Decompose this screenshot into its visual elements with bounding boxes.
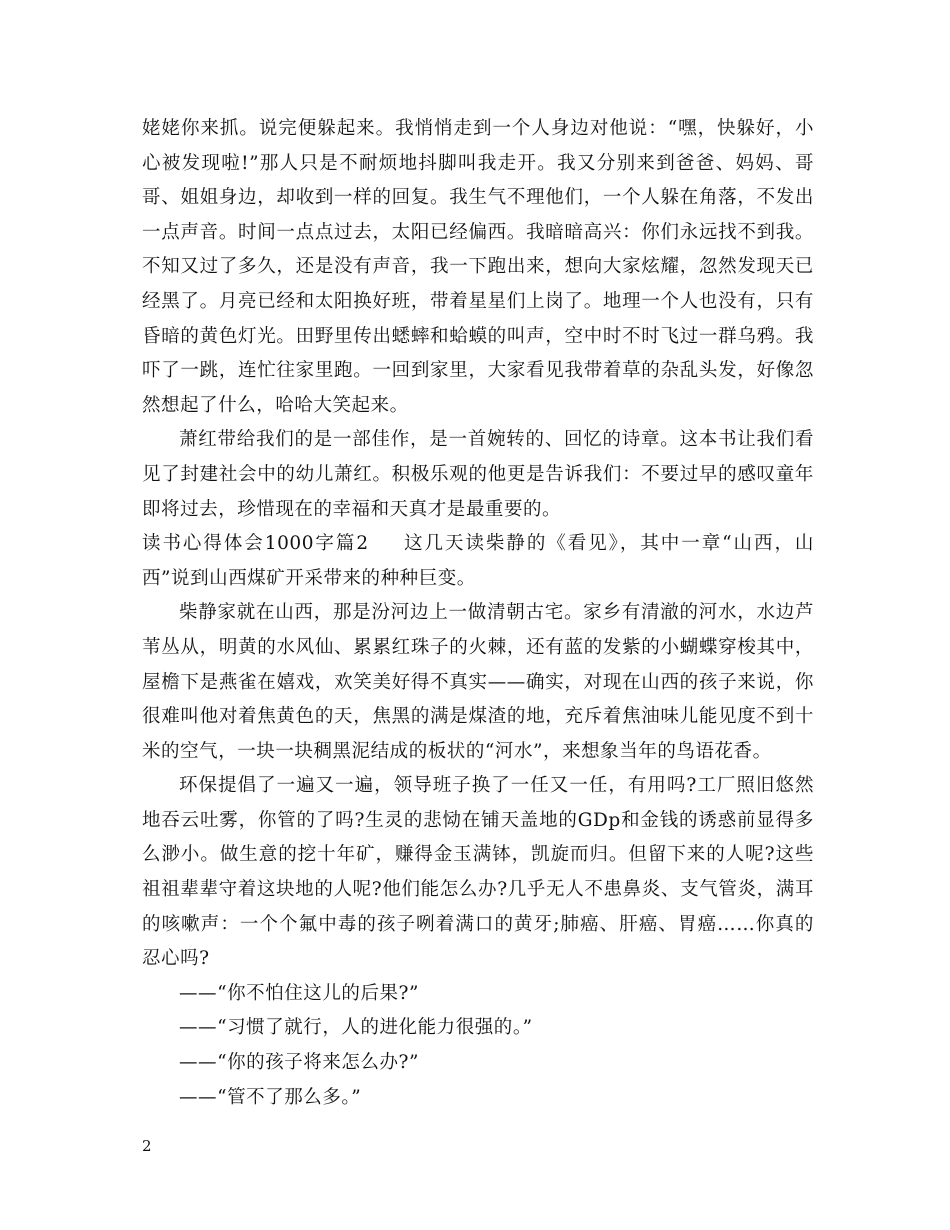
dialogue-line: ——“管不了那么多。” xyxy=(179,1086,362,1108)
paragraph-book-reflection: 萧红带给我们的是一部佳作，是一首婉转的、回忆的诗章。这本书让我们看见了封建社会中的幼儿萧红。积极乐观的他更是告诉我们：不要过早的感叹童年即将过去，珍惜现在的幸福和天真才是最重要的。 xyxy=(142,429,814,520)
section-heading-line xyxy=(142,527,814,596)
paragraph-hometown: 柴静家就在山西，那是汾河边上一做清朝古宅。家乡有清澈的河水，水边芦苇丛从，明黄的水风仙、累累红珠子的火棘，还有蓝的发紫的小蝴蝶穿梭其中，屋檐下是燕雀在嬉戏，欢笑美好得不真实——确实，对现在山西的孩子来说，你很难叫他对着焦黄色的天，焦黑的满是煤渣的地，充斥着焦油味儿能见度不到十米的空气，一块一块稠黑泥结成的板状的“河水”，来想象当年的鸟语花香。 xyxy=(142,602,814,762)
paragraph-childhood-story: 姥姥你来抓。说完便躲起来。我悄悄走到一个人身边对他说：“嘿，快躲好，小心被发现啦!”那人只是不耐烦地抖脚叫我走开。我又分别来到爸爸、妈妈、哥哥、姐姐身边，却收到一样的回复。我生气不理他们，一个人躲在角落，不发出一点声音。时间一点点过去，太阳已经偏西。我暗暗高兴：你们永远找不到我。不知又过了多久，还是没有声音，我一下跑出来，想向大家炫耀，忽然发现天已经黑了。月亮已经和太阳换好班，带着星星们上岗了。地理一个人也没有，只有昏暗的黄色灯光。田野里传出蟋蟀和蛤蟆的叫声，空中时不时飞过一群乌鸦。我吓了一跳，连忙往家里跑。一回到家里，大家看见我带着草的杂乱头发，好像忽然想起了什么，哈哈大笑起来。 xyxy=(142,118,814,416)
page-number: 2 xyxy=(142,1137,152,1155)
dialogue-line: ——“你的孩子将来怎么办?” xyxy=(179,1052,420,1074)
paragraph-environment: 环保提倡了一遍又一遍，领导班子换了一任又一任，有用吗?工厂照旧悠然地吞云吐雾，你管的了吗?生灵的悲恸在铺天盖地的GDp和金钱的诱惑前显得多么渺小。做生意的挖十年矿，赚得金玉满钵，凯旋而归。但留下来的人呢?这些祖祖辈辈守着这块地的人呢?他们能怎么办?几乎无人不患鼻炎、支气管炎，满耳的咳嗽声：一个个氟中毒的孩子咧着满口的黄牙;肺癌、肝癌、胃癌……你真的忍心吗? xyxy=(142,775,814,970)
dialogue-line: ——“习惯了就行，人的进化能力很强的。” xyxy=(179,1017,533,1039)
section-intro: 这几天读柴静的《看见》，其中一章“山西，山西”说到山西煤矿开采带来的种种巨变。 xyxy=(142,533,814,589)
dialogue-line: ——“你不怕住这儿的后果?” xyxy=(179,982,420,1004)
section-heading: 读书心得体会1000字篇2 xyxy=(142,533,369,555)
document-body xyxy=(142,112,814,1115)
